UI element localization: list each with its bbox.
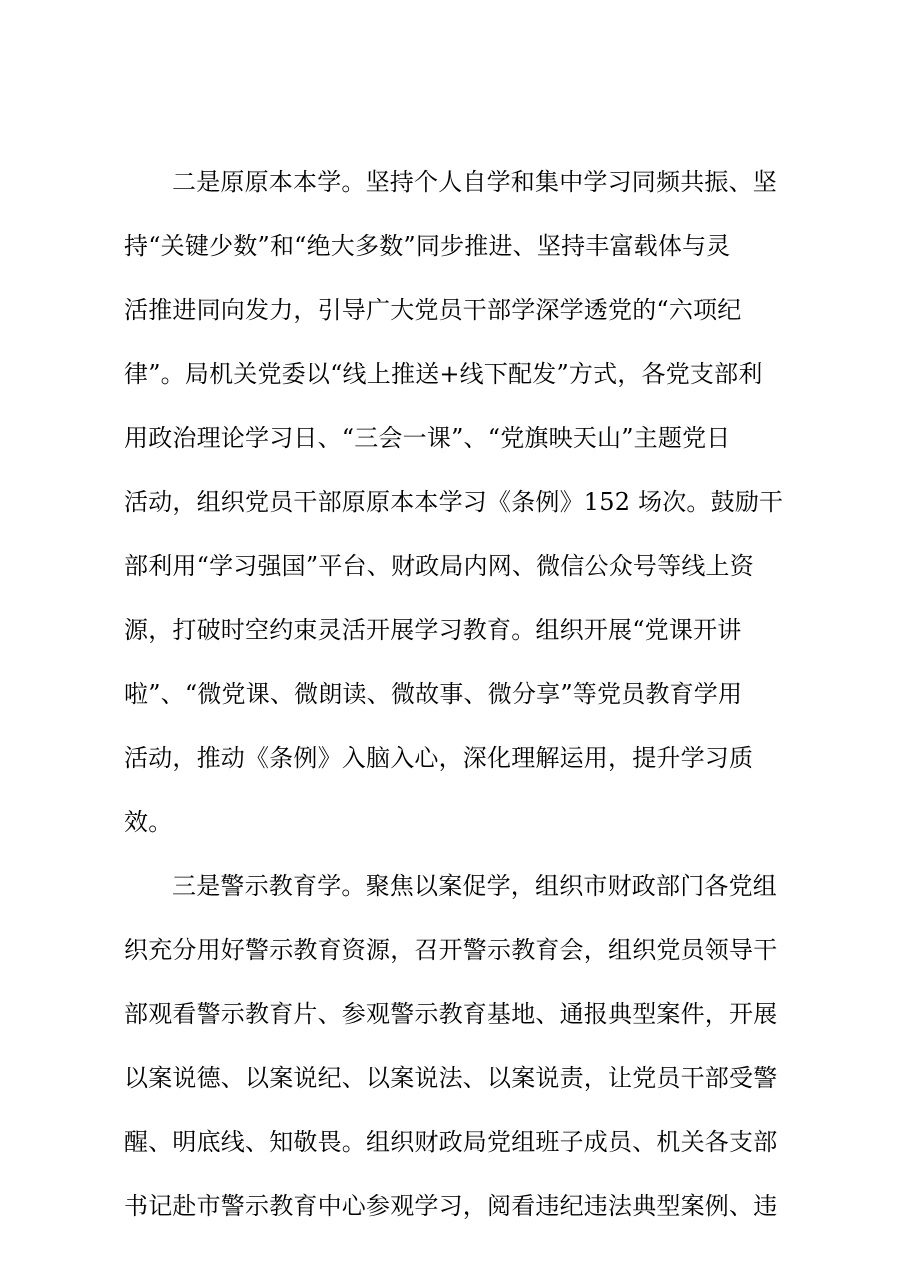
paragraph-2-line-3: 部观看警示教育片、参观警示教育基地、通报典型案件，开展 xyxy=(124,1000,778,1028)
paragraph-2-line-5: 醒、明底线、知敬畏。组织财政局党组班子成员、机关各支部 xyxy=(124,1128,778,1156)
paragraph-1-line-5: 用政治理论学习日、“三会一课”、“党旗映天山”主题党日 xyxy=(124,424,731,452)
paragraph-2-line-2: 织充分用好警示教育资源，召开警示教育会，组织党员领导干 xyxy=(124,936,778,964)
paragraph-1-line-1: 二是原原本本学。坚持个人自学和集中学习同频共振、坚 xyxy=(172,168,777,196)
paragraph-1-line-2: 持“关键少数”和“绝大多数”同步推进、坚持丰富载体与灵 xyxy=(124,232,731,260)
paragraph-1-line-11: 效。 xyxy=(124,808,173,836)
paragraph-1-line-6: 活动，组织党员干部原原本本学习《条例》152 场次。鼓励干 xyxy=(124,488,784,516)
paragraph-1-line-4: 律”。局机关党委以“线上推送+线下配发”方式，各党支部利 xyxy=(124,360,763,388)
paragraph-1-line-7: 部利用“学习强国”平台、财政局内网、微信公众号等线上资 xyxy=(124,552,754,580)
paragraph-1-line-8: 源，打破时空约束灵活开展学习教育。组织开展“党课开讲 xyxy=(124,616,742,644)
paragraph-1-line-3: 活推进同向发力，引导广大党员干部学深学透党的“六项纪 xyxy=(124,296,742,324)
paragraph-1-line-10: 活动，推动《条例》入脑入心，深化理解运用，提升学习质 xyxy=(124,744,754,772)
paragraph-2-line-6: 书记赴市警示教育中心参观学习，阅看违纪违法典型案例、违 xyxy=(124,1192,778,1220)
paragraph-2-line-1: 三是警示教育学。聚焦以案促学，组织市财政部门各党组 xyxy=(172,872,777,900)
paragraph-1-line-9: 啦”、“微党课、微朗读、微故事、微分享”等党员教育学用 xyxy=(124,680,743,708)
paragraph-2-line-4: 以案说德、以案说纪、以案说法、以案说责，让党员干部受警 xyxy=(124,1064,778,1092)
